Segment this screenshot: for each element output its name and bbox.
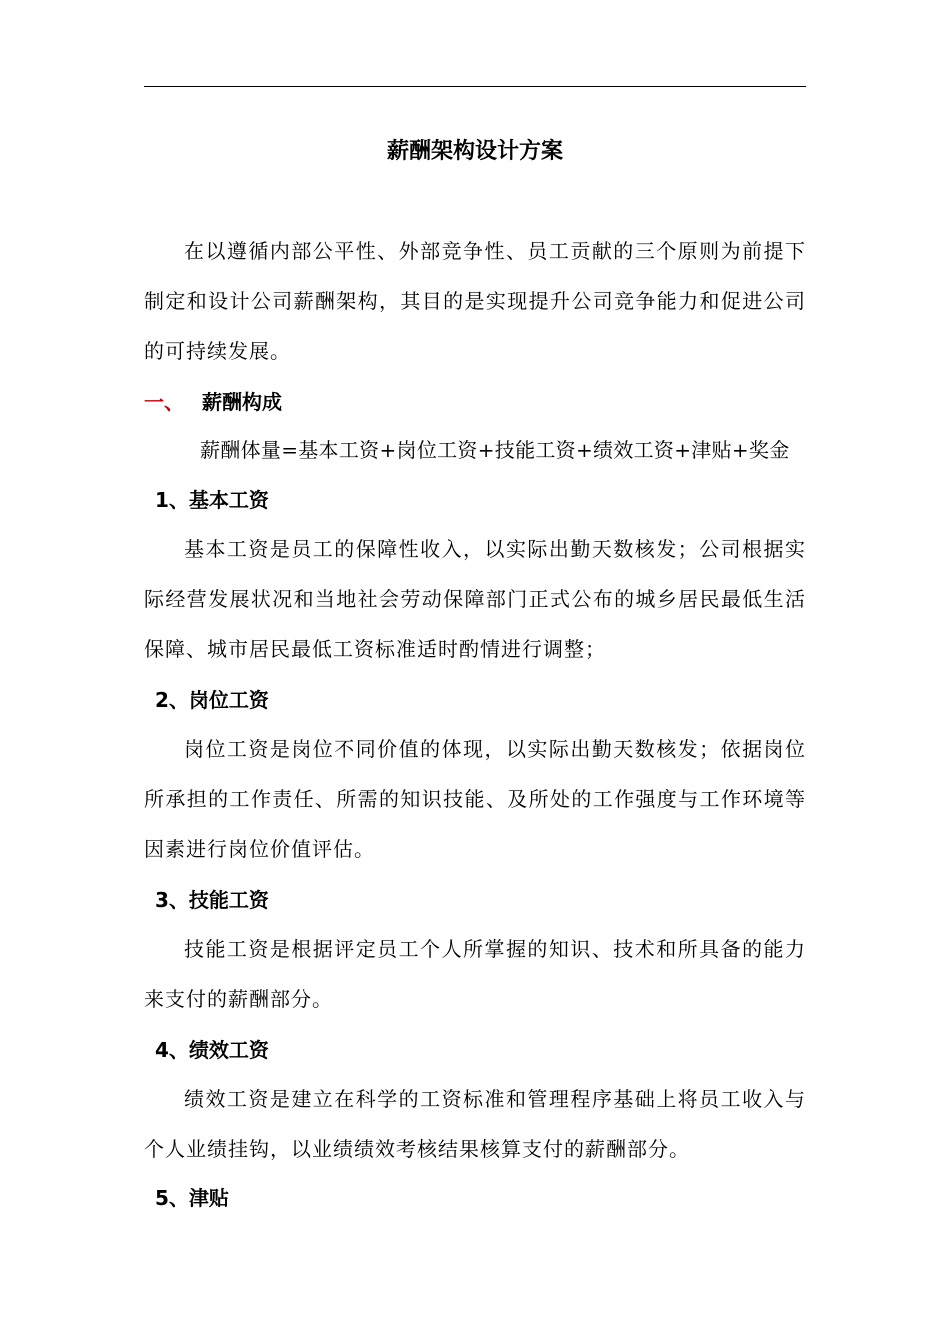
section-title: 薪酬构成 [202,390,282,414]
subheading-skill-salary: 3、技能工资 [155,888,269,912]
subheading-base-salary: 1、基本工资 [155,488,269,512]
intro-paragraph: 在以遵循内部公平性、外部竞争性、员工贡献的三个原则为前提下制定和设计公司薪酬架构，其目的是实现提升公司竞争能力和促进公司的可持续发展。 [144,239,806,363]
section-heading-compensation [144,386,282,418]
section-number: 一、 [144,390,184,414]
document-title: 薪酬架构设计方案 [386,139,563,164]
compensation-formula: 薪酬体量=基本工资+岗位工资+技能工资+绩效工资+津贴+奖金 [200,438,790,462]
header-rule [144,86,806,87]
subheading-performance-salary: 4、绩效工资 [155,1038,269,1062]
subheading-position-salary: 2、岗位工资 [155,688,269,712]
subheading-allowance: 5、津贴 [155,1186,229,1210]
paragraph-performance-salary: 绩效工资是建立在科学的工资标准和管理程序基础上将员工收入与个人业绩挂钩，以业绩绩效考核结果核算支付的薪酬部分。 [144,1087,806,1161]
paragraph-skill-salary: 技能工资是根据评定员工个人所掌握的知识、技术和所具备的能力来支付的薪酬部分。 [144,937,806,1011]
paragraph-position-salary: 岗位工资是岗位不同价值的体现，以实际出勤天数核发；依据岗位所承担的工作责任、所需的知识技能、及所处的工作强度与工作环境等因素进行岗位价值评估。 [144,737,806,861]
paragraph-base-salary: 基本工资是员工的保障性收入，以实际出勤天数核发；公司根据实际经营发展状况和当地社会劳动保障部门正式公布的城乡居民最低生活保障、城市居民最低工资标准适时酌情进行调整； [144,537,806,661]
